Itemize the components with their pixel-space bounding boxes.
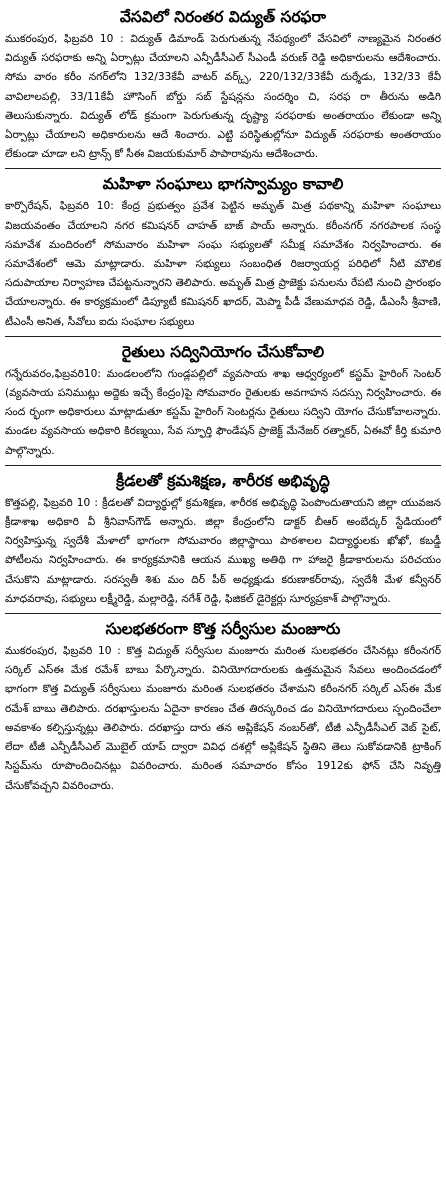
article-headline: సులభతరంగా కొత్త సర్వీసుల మంజూరు [105, 620, 341, 639]
article-headline: మహిళా సంఘాలు భాగస్వామ్యం కావాలి [102, 175, 344, 194]
article-women-groups [5, 171, 441, 331]
article-headline: క్రీడలతో క్రమశిక్షణ, శారీరక అభివృద్ధి [116, 471, 330, 490]
article-body: ముకరంపుర, ఫిబ్రవరి 10 : విద్యుత్ డిమాండ్ పెరుగుతున్న నేపథ్యంలో వేసవిలో నాణ్యమైన నిరంతర విద్యుత్ సరఫరాకు అన్ని ఏర్పాట్లు చేయాలని ఎన్పీడీసీఎల్ సీఎండీ వరుణ్ రెడ్డి అధికారులను ఆదేశించారు. సోమ వారం కరీం నగర్‌లోని 132/33కేవీ వాటర్ వర్క్స్, 220/132/33కేవీ దుర్శేడు, 132/33 కేవీ వావిలాలపల్లి, 33/11కేవీ హౌసింగ్ బోర్డు సబ్ స్టేషన్లను సందర్శిం చి, సరఫ రా తీరును అడిగి తెలుసుకున్నారు. విద్యుత్ లోడ్ క్రమంగా పెరుగుతున్న దృష్ట్యా సరఫరాకు అంతరాయం లేకుండా అన్ని ఏర్పాట్లు చేయాలని అధికారులను ఆదే శించారు. ఎట్టి పరిస్థితుల్లోనూ విద్యుత్ సరఫరాకు అంతరాయం లేకుండా చూడా లని ట్రాన్స్ కో సీఈ విజయకుమార్ పాపారావును ఆదేశించారు. [5, 33, 441, 161]
article-body: ముకరంపుర, ఫిబ్రవరి 10 : కొత్త విద్యుత్ సర్వీసుల మంజూరు మరింత సులభతరం చేసినట్లు కరీంనగర్ సర్కిల్ ఎస్ఈ మేక రమేశ్ బాబు పేర్కొన్నారు. వినియోగదారులకు ఉత్తమమైన సేవలు అందించడంలో భాగంగా కొత్త విద్యుత్ సర్వీసులు మంజూరు మరింత సులభతరం చేశామని కరీంనగర్ సర్కిల్ ఎస్ఈ మేక రమేశ్ బాబు తెలిపారు. దరఖాస్తులను ఏదైనా కారణం చేత తిరస్కరించ డం వినియోగదారులు స్పందించేలా అవకాశం కల్పిస్తున్నట్లు తెలిపారు. దరఖాస్తు దారు తన అప్లికేషన్ నంబర్‌తో, టీజీ ఎన్పీడీసీఎల్ వెబ్ సైట్, లేదా టీజీ ఎన్పీడీసీఎల్ మొబైల్ యాప్ ద్వారా వివిధ దశల్లో అప్లికేషన్ స్థితిని తెలు సుకోవడానికి ట్రాకింగ్ సిస్టమ్‌ను రూపొందించినట్లు వివరించారు. మరింత సమాచారం కోసం 1912కు ఫోన్ చేసి నివృత్తి చేసుకోవచ్చని వివరించారు. [5, 645, 441, 792]
article-headline: రైతులు సద్వినియోగం చేసుకోవాలి [121, 342, 325, 361]
article-body: కార్పొరేషన్, ఫిబ్రవరి 10: కేంద్ర ప్రభుత్వం ప్రవేశ పెట్టిన అమృత్ మిత్ర పథకాన్ని మహిళా సంఘాలు విజయవంతం చేయాలని నగర కమిషనర్ చాహత్ బాజ్ పాయ్ అన్నారు. కరీంనగర్ నగరపాలక సంస్థ సమావేశ మందిరంలో సోమవారం మహిళా సంఘ సభ్యులతో సమీక్ష సమావేశం నిర్వహించారు. ఈ సమావేశంలో ఆమె మాట్లాడారు. మహిళా సభ్యులు సంబంధిత రిజర్వాయర్ల పరిధిలో నీటి మౌలిక సదుపాయాల నిర్వాహణ చేపట్టనున్నారని తెలిపారు. అమృత్ మిత్ర ప్రాజెక్టు పనులను రేపటి నుంచి ప్రారంభం చేయాలన్నారు. ఈ కార్యక్రమంలో డిప్యూటీ కమిషనర్ ఖాదర్, మెప్మా పీడీ వేణుమాధవ రెడ్డి, డీఎంసీ శ్రీవాణి, టీఎంసీ అనిత, సీవోలు ఐదు సంఘాల సభ్యులు [5, 200, 441, 328]
article-divider [5, 465, 441, 466]
article-divider [5, 168, 441, 169]
article-farmers [5, 339, 441, 461]
article-new-services [5, 616, 441, 796]
article-headline: వేసవిలో నిరంతర విద్యుత్ సరఫరా [119, 8, 327, 26]
article-electricity-supply [5, 4, 441, 164]
article-body: కొత్తపల్లి, ఫిబ్రవరి 10 : క్రీడలతో విద్యార్థుల్లో క్రమశిక్షణ, శారీరక అభివృద్ధి పెంపొందుతాయని జిల్లా యువజన క్రీడాశాఖ అధికారి వీ శ్రీనివాస్‌గౌడ్ అన్నారు. జిల్లా కేంద్రంలోని డాక్టర్ బీఆర్ అంబేద్కర్ స్టేడియంలో నిర్వహిస్తున్న స్వదేశీ మేళాలో భాగంగా సోమవారం జిల్లాస్థాయి పాఠశాలల విద్యార్థులకు ఖోఖో, కబడ్డీ పోటీలను నిర్వహించారు. ఈ కార్యక్రమానికి ఆయన ముఖ్య అతిథి గా హాజరై క్రీడాకారులను పరిచయం చేసుకొని మాట్లాడారు. సరస్వతీ శిశు మం దిర్ పీఠ్ అధ్యక్షుడు కరుణాకర్‌రావు, స్వదేశీ మేళ కన్వీనర్ మాధవరావు, సభ్యులు లక్ష్మీరెడ్డి, మల్లారెడ్డి, నగేశ్ రెడ్డి, ఫిజికల్ డైరెక్టర్లు సూర్యప్రకాశ్ పాల్గొన్నారు. [5, 496, 441, 605]
article-divider [5, 613, 441, 614]
article-divider [5, 336, 441, 337]
article-sports [5, 468, 441, 609]
article-body: గన్నేరువరం,ఫిబ్రవరి10: మండలంలోని గుండ్లపల్లిలో వ్యవసాయ శాఖ ఆధ్వర్యంలో కస్టమ్ హైరింగ్ సెంటర్ (వ్యవసాయ పనిముట్లు అద్దెకు ఇచ్చే కేంద్రం)పై సోమవారం రైతులకు అవగాహన సదస్సు నిర్వహించారు. ఈ సంద ర్భంగా అధికారులు మాట్లాడుతూ కస్టమ్ హైరింగ్ సెంటర్లను రైతులు సద్విని యోగం చేసుకోవాలన్నారు. మండల వ్యవసాయ అధికారి కిరణ్మయి, సేవ స్ఫూర్తి ఫౌండేషన్ ప్రాజెక్ట్ మేనేజర్ రత్నాకర్, ఏఈవో కీర్తి కుమారి పాల్గొన్నారు. [5, 367, 441, 457]
